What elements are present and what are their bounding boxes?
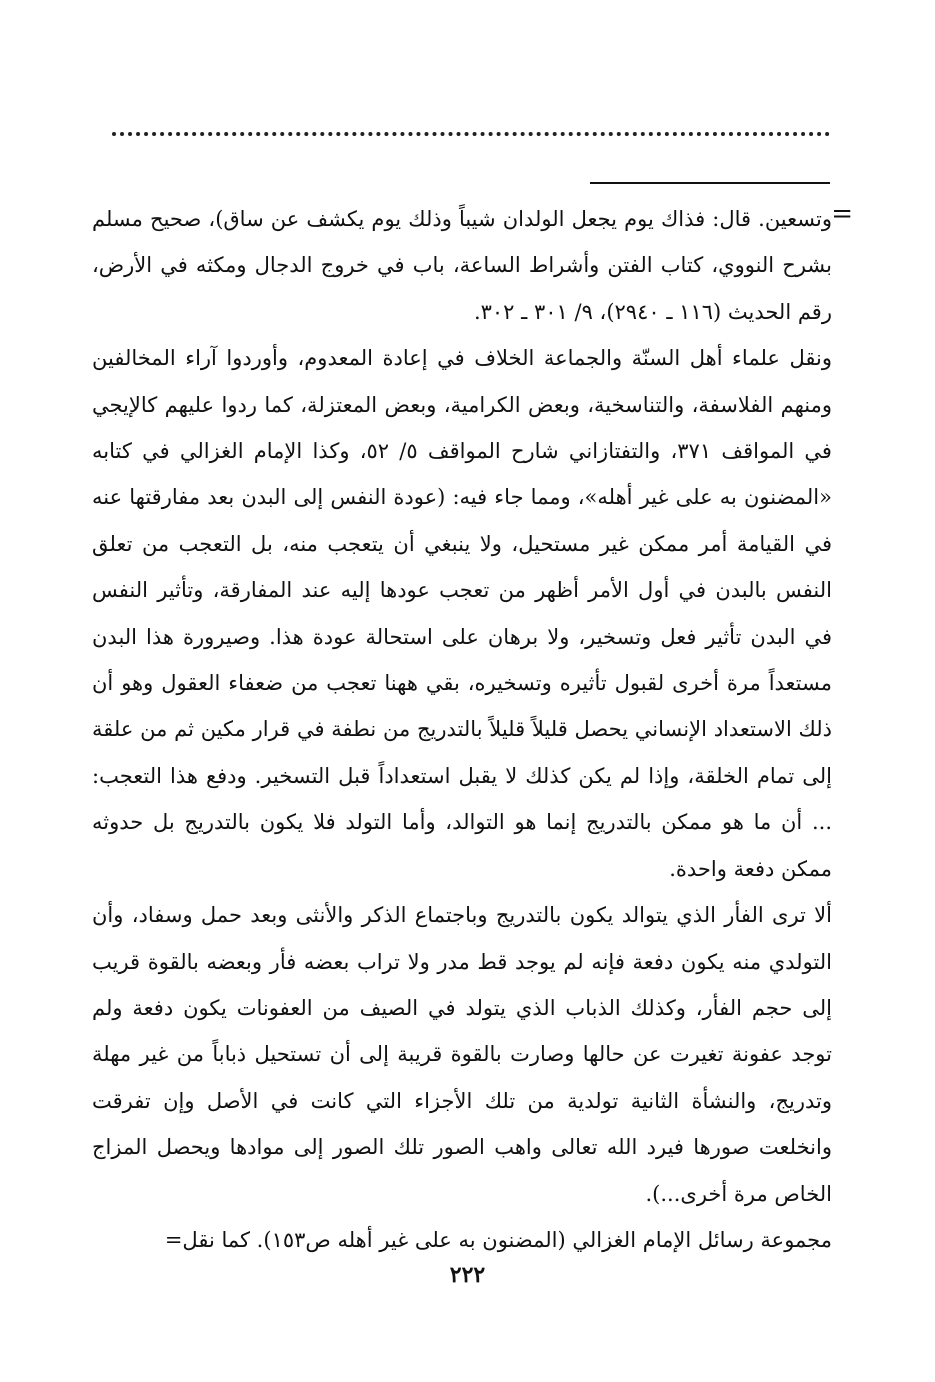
footnote-paragraph-2: ونقل علماء أهل السنّة والجماعة الخلاف في إعادة المعدوم، وأوردوا آراء المخالفين ومنهم الفلاسفة، والتناسخية، وبعض الكرامية، وبعض المعتزلة، كما ردوا عليهم كالإيجي في المواقف ٣٧١، والتفتازاني شارح المواقف ٥/ ٥٢، وكذا الإمام الغزالي في كتابه «المضنون به على غير أهله»، ومما جاء فيه: (عودة النفس إلى البدن بعد مفارقتها عنه في القيامة أمر ممكن غير مستحيل، ولا ينبغي أن يتعجب منه، بل التعجب من تعلق النفس بالبدن في أول الأمر أظهر من تعجب عودها إليه عند المفارقة، وتأثير النفس في البدن تأثير فعل وتسخير، ولا برهان على استحالة عودة هذا. وصيرورة هذا البدن مستعداً مرة أخرى لقبول تأثيره وتسخيره، بقي ههنا تعجب من ضعفاء العقول وهو أن ذلك الاستعداد الإنساني يحصل قليلاً قليلاً بالتدريج من نطفة في قرار مكين ثم من علقة إلى تمام الخلقة، وإذا لم يكن كذلك لا يقبل استعداداً قبل التسخير. ودفع هذا التعجب: ... أن ما هو ممكن بالتدريج إنما هو التوالد، وأما التولد فلا يكون بالتدريج بل حدوثه ممكن دفعة واحدة. [92, 346, 832, 881]
footnote-paragraph-3: ألا ترى الفأر الذي يتوالد يكون بالتدريج وباجتماع الذكر والأنثى وبعد حمل وسفاد، وأن التولدي منه يكون دفعة فإنه لم يوجد قط مدر ولا تراب بعضه فأر وبعضه بالقوة قريب إلى حجم الفأر، وكذلك الذباب الذي يتولد في الصيف من العفونات يكون دفعة ولم توجد عفونة تغيرت عن حالها وصارت بالقوة قريبة إلى أن تستحيل ذباباً من غير مهلة وتدريج، والنشأة الثانية تولدية من تلك الأجزاء التي كانت في الأصل وإن تفرقت وانخلعت صورها فيرد الله تعالى واهب الصور تلك الصور إلى موادها ويحصل المزاج الخاص مرة أخرى...). [92, 903, 832, 1206]
dotted-separator [112, 132, 830, 136]
footnote-rule [590, 182, 830, 184]
footnote-paragraph-4: مجموعة رسائل الإمام الغزالي (المضنون به على غير أهله ص١٥٣). كما نقل= [164, 1227, 832, 1252]
page-number: ٢٢٢ [449, 1262, 486, 1288]
continuation-mark: = [831, 199, 853, 229]
footnote-text [92, 196, 832, 1263]
footnote-paragraph-1: وتسعين. قال: فذاك يوم يجعل الولدان شيباً وذلك يوم يكشف عن ساق)، صحيح مسلم بشرح النووي، كتاب الفتن وأشراط الساعة، باب في خروج الدجال ومكثه في الأرض، رقم الحديث (١١٦ ـ ٢٩٤٠)، ٩/ ٣٠١ ـ ٣٠٢. [92, 207, 832, 324]
